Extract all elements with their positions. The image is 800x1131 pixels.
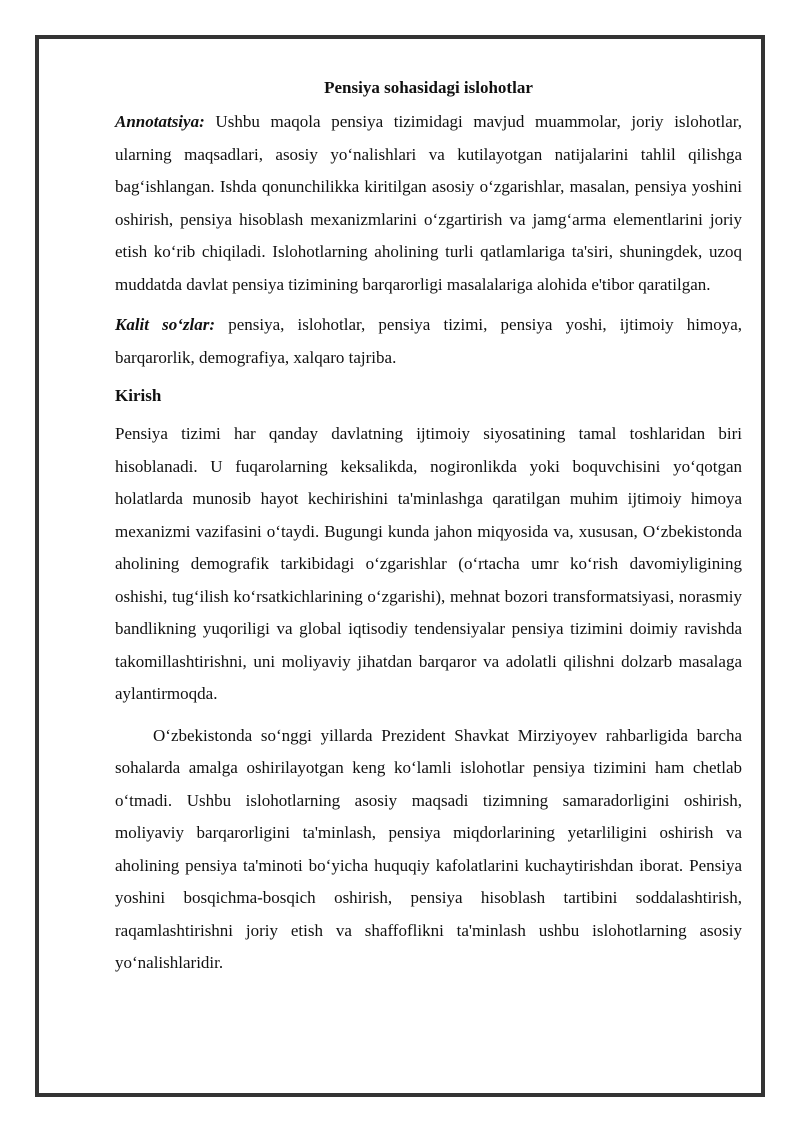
abstract-text: Ushbu maqola pensiya tizimidagi mavjud muammolar, joriy islohotlar, ularning maqsadlari, asosiy yo‘nalishlari va kutilayotgan natijalarini tahlil qilishga bag‘ishlangan. Ishda qonunchilikka kiritilgan asosiy o‘zgarishlar, masalan, pensiya yoshini oshirish, pensiya hisoblash mexanizmlarini o‘zgartirish va jamg‘arma elementlarini joriy etish ko‘rib chiqiladi. Islohotlarning aholining turli qatlamlariga ta'siri, shuningdek, uzoq muddatda davlat pensiya tizimining barqarorligi masalalariga alohida e'tibor qaratilgan. — [115, 112, 742, 294]
document-body — [115, 76, 742, 980]
section-heading: Kirish — [115, 386, 162, 405]
intro-paragraph-1: Pensiya tizimi har qanday davlatning ijtimoiy siyosatining tamal toshlaridan biri hisoblanadi. U fuqarolarning keksalikda, nogironlikda yoki boquvchisini yo‘qotgan holatlarda munosib hayot kechirishini ta'minlashga qaratilgan muhim ijtimoiy himoya mexanizmi vazifasini o‘taydi. Bugungi kunda jahon miqyosida va, xususan, O‘zbekistonda aholining demografik tarkibidagi o‘zgarishlar (o‘rtacha umr ko‘rish davomiyligining oshishi, tug‘ilish ko‘rsatkichlarining o‘zgarishi), mehnat bozori transformatsiyasi, norasmiy bandlikning yuqoriligi va global iqtisodiy tendensiyalar pensiya tizimini doimiy ravishda takomillashtirishni, uni moliyaviy jihatdan barqaror va adolatli qilishni dolzarb masalaga aylantirmoqda. — [115, 424, 742, 703]
abstract-label: Annotatsiya: — [115, 112, 205, 131]
abstract-paragraph — [115, 106, 742, 301]
keywords-text: pensiya, islohotlar, pensiya tizimi, pensiya yoshi, ijtimoiy himoya, barqarorlik, demografiya, xalqaro tajriba. — [115, 315, 743, 367]
document-title: Pensiya sohasidagi islohotlar — [324, 78, 533, 97]
keywords-paragraph — [115, 309, 742, 374]
keywords-label: Kalit so‘zlar: — [115, 315, 216, 334]
intro-paragraph-2: O‘zbekistonda so‘nggi yillarda Prezident Shavkat Mirziyoyev rahbarligida barcha sohalarda amalga oshirilayotgan keng ko‘lamli islohotlar pensiya tizimini ham chetlab o‘tmadi. Ushbu islohotlarning asosiy maqsadi tizimning samaradorligini oshirish, moliyaviy barqarorligini ta'minlash, pensiya miqdorlarining yetarliligini oshirish va aholining pensiya ta'minoti bo‘yicha huquqiy kafolatlarini kuchaytirishdan iborat. Pensiya yoshini bosqichma-bosqich oshirish, pensiya hisoblash tartibini soddalashtirish, raqamlashtirishni joriy etish va shaffoflikni ta'minlash ushbu islohotlarning asosiy yo‘nalishlaridir. — [115, 725, 742, 972]
